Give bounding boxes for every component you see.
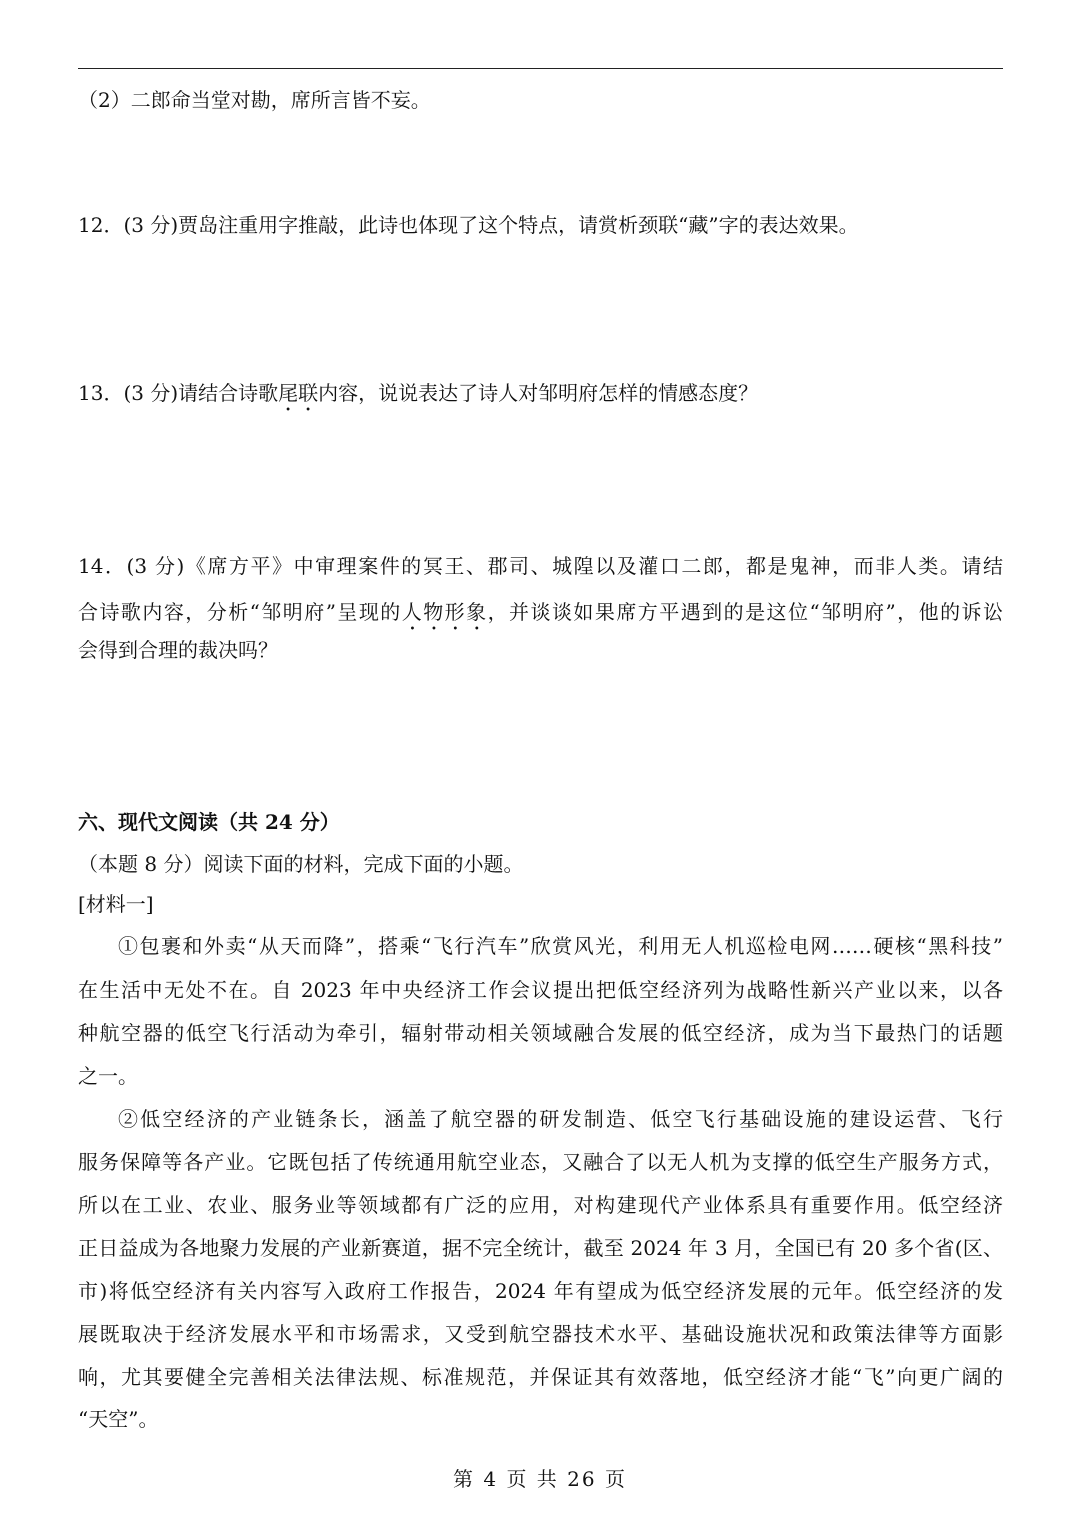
- page-number: 第 4 页 共 26 页: [453, 1467, 627, 1491]
- paragraph2-line1: ②低空经济的产业链条长，涵盖了航空器的研发制造、低空飞行基础设施的建设运营、飞行: [118, 1107, 1003, 1131]
- q13-after: 内容，说说表达了诗人对邹明府怎样的情感态度？: [318, 381, 759, 405]
- q14-emphasis-renwuxingxiang: 人物形象: [401, 600, 488, 624]
- header-rule: [78, 68, 1003, 69]
- paragraph1-line4: 之一。: [78, 1064, 138, 1088]
- question-14-line1: 14．(3 分)《席方平》中审理案件的冥王、郡司、城隍以及灌口二郎，都是鬼神，而非人类。请结: [78, 554, 1003, 578]
- paragraph1-line1: ①包裹和外卖“从天而降”，搭乘“飞行汽车”欣赏风光，利用无人机巡检电网……硬核“黑科技”: [118, 934, 1003, 958]
- paragraph2-line8: “天空”。: [78, 1407, 159, 1431]
- material-label: [材料一]: [78, 892, 154, 916]
- paragraph2-line2: 服务保障等各产业。它既包括了传统通用航空业态，又融合了以无人机为支撑的低空生产服务方式，: [78, 1150, 1003, 1174]
- paragraph2-line3: 所以在工业、农业、服务业等领域都有广泛的应用，对构建现代产业体系具有重要作用。低空经济: [78, 1193, 1003, 1217]
- q11-part2-text: （2）二郎命当堂对勘，席所言皆不妄。: [78, 88, 431, 112]
- q14-line2-before: 合诗歌内容，分析“邹明府”呈现的: [78, 600, 402, 624]
- question-14-line2: [78, 598, 1003, 635]
- q13-before: 13．(3 分)请结合诗歌: [78, 381, 279, 405]
- paragraph2-line5: 市)将低空经济有关内容写入政府工作报告，2024 年有望成为低空经济发展的元年。低空经济的发: [78, 1279, 1003, 1303]
- section-6-title: 六、现代文阅读（共 24 分）: [78, 810, 340, 834]
- paragraph1-line3: 种航空器的低空飞行活动为牵引，辐射带动相关领域融合发展的低空经济，成为当下最热门的话题: [78, 1021, 1003, 1045]
- question-12: 12．(3 分)贾岛注重用字推敲，此诗也体现了这个特点，请赏析颈联“藏”字的表达效果。: [78, 213, 859, 237]
- paragraph2-line4: 正日益成为各地聚力发展的产业新赛道，据不完全统计，截至 2024 年 3 月，全国已有 20 多个省(区、: [78, 1236, 1003, 1260]
- section-6-intro: （本题 8 分）阅读下面的材料，完成下面的小题。: [78, 852, 524, 876]
- paragraph2-line7: 响，尤其要健全完善相关法律法规、标准规范，并保证其有效落地，低空经济才能“飞”向更广阔的: [78, 1365, 1003, 1389]
- question-14-line3: 会得到合理的裁决吗？: [78, 638, 278, 662]
- q14-line2-after: ，并谈谈如果席方平遇到的是这位“邹明府”，他的诉讼: [487, 600, 1004, 624]
- paragraph1-line2: 在生活中无处不在。自 2023 年中央经济工作会议提出把低空经济列为战略性新兴产业以来，以各: [78, 978, 1003, 1002]
- question-13: [78, 379, 758, 416]
- q13-emphasis-weilian: 尾联: [278, 381, 319, 405]
- paragraph2-line6: 展既取决于经济发展水平和市场需求，又受到航空器技术水平、基础设施状况和政策法律等方面影: [78, 1322, 1003, 1346]
